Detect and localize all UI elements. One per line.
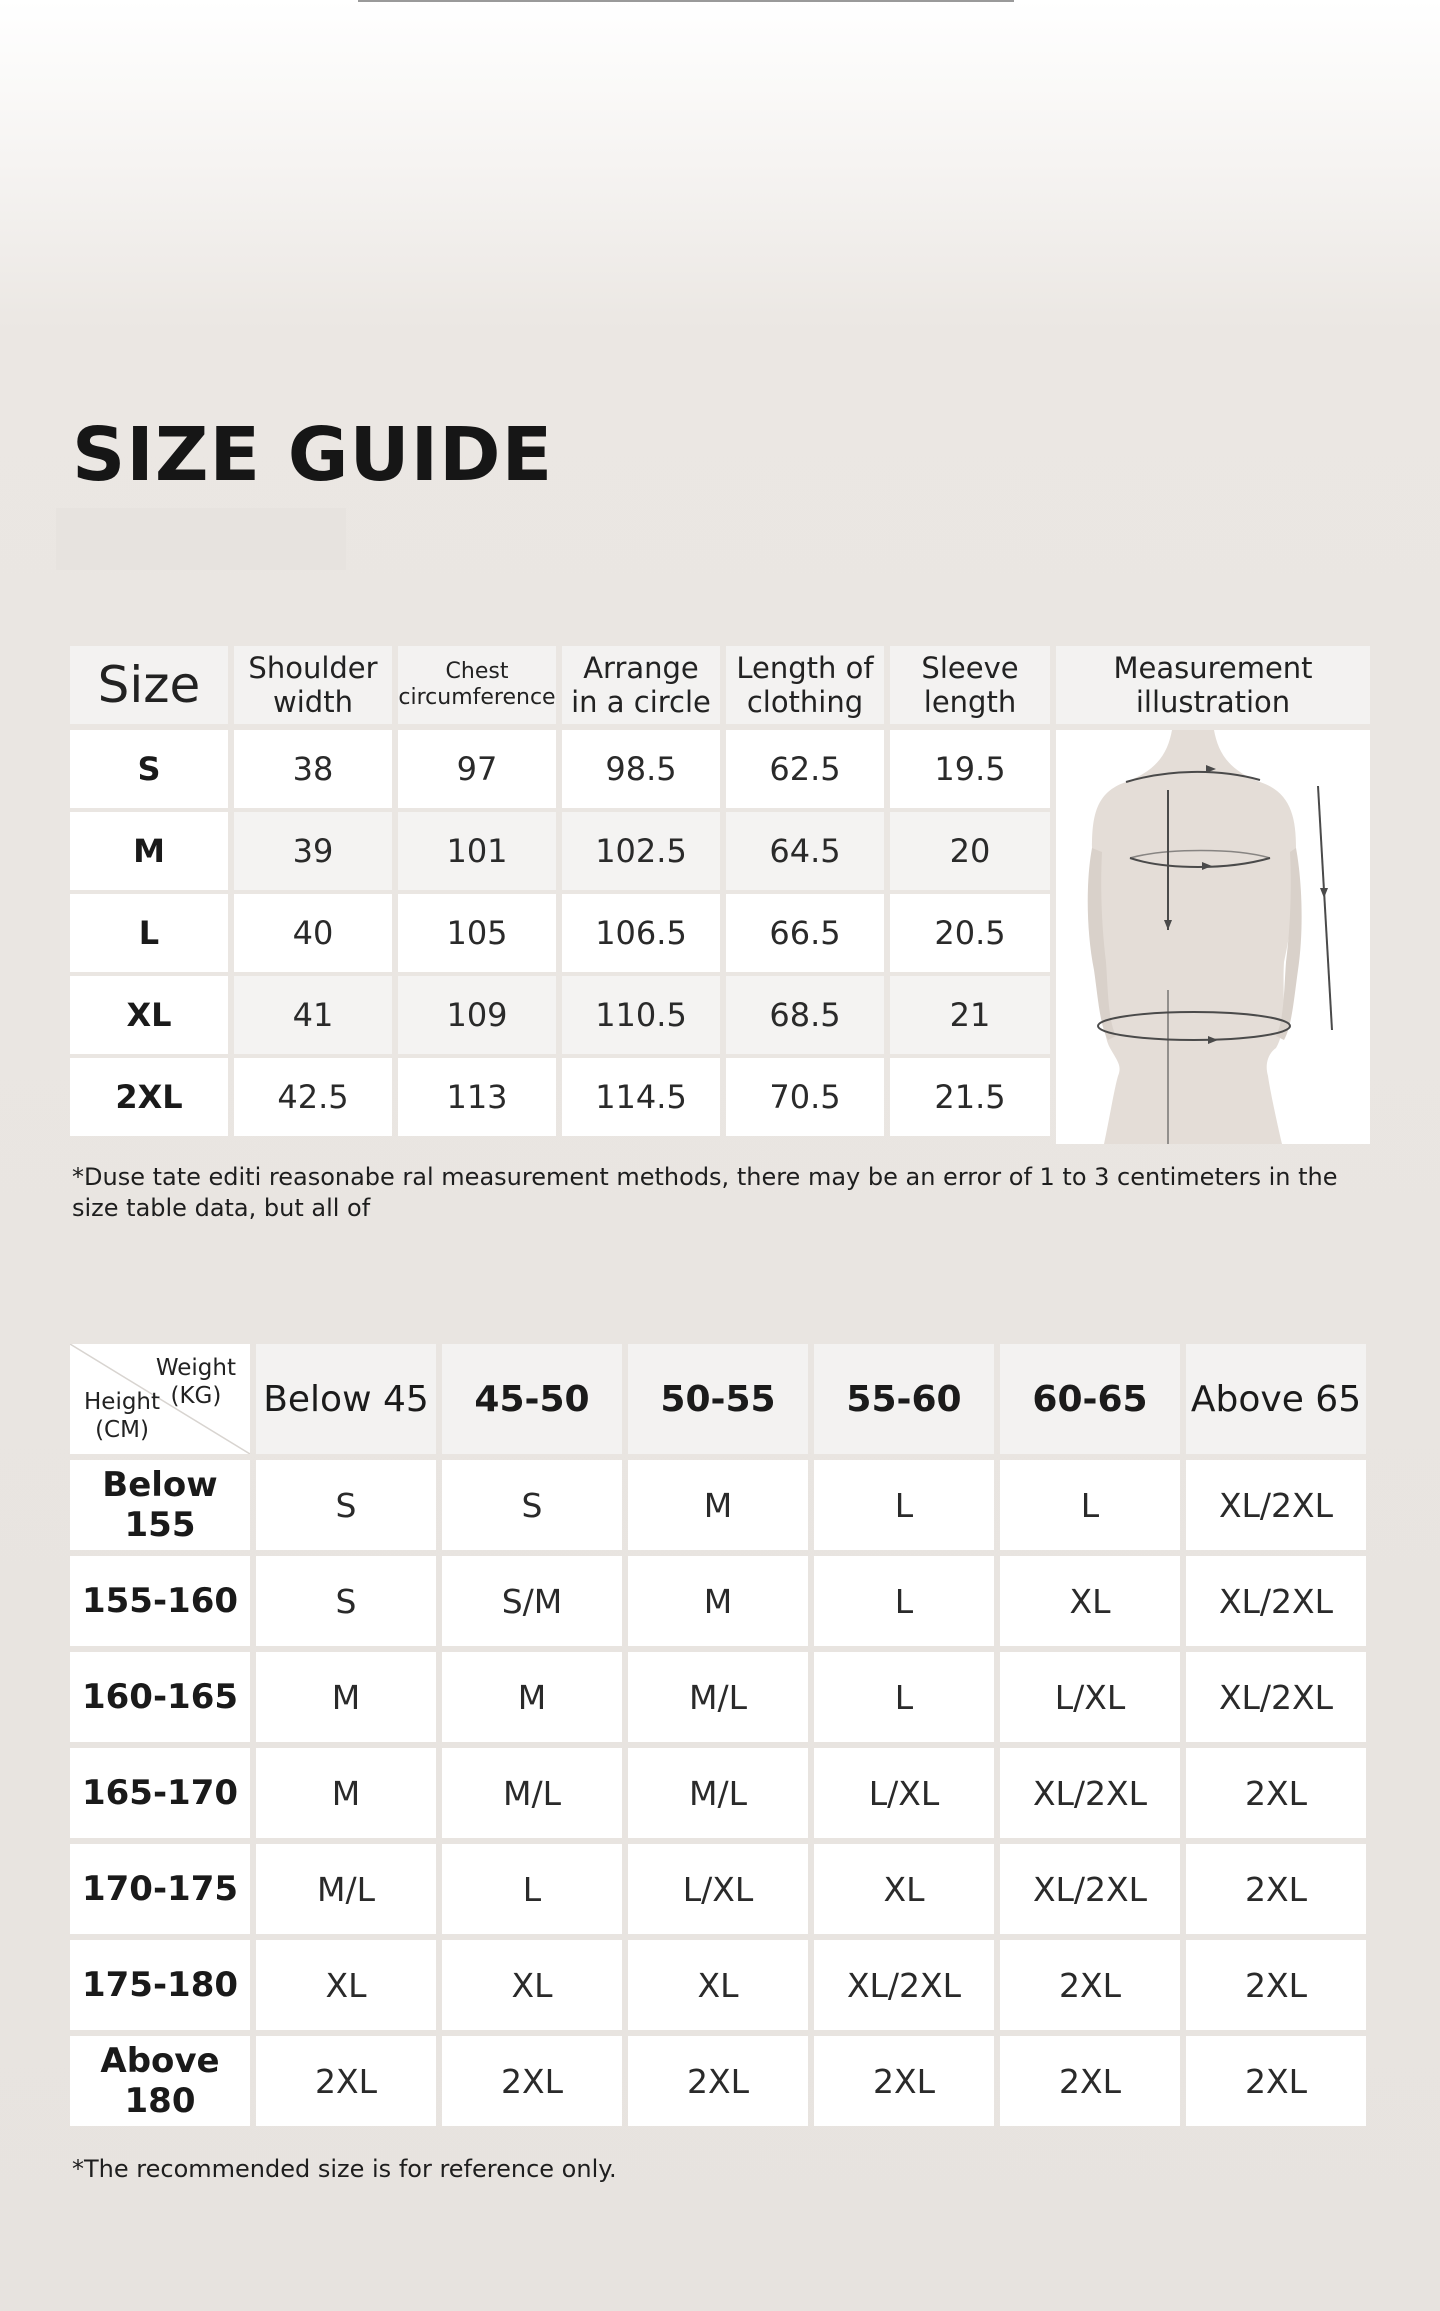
recommended-size-cell: XL bbox=[628, 1940, 808, 2030]
recommended-size-cell: 2XL bbox=[814, 2036, 994, 2126]
size-value-cell: 42.5 bbox=[234, 1058, 392, 1136]
size-chart-header-1: Shoulder width bbox=[234, 646, 392, 724]
height-label: Above 180 bbox=[70, 2036, 250, 2126]
size-chart-header-0: Size bbox=[70, 646, 228, 724]
recommended-size-cell: S bbox=[442, 1460, 622, 1550]
recommended-size-cell: 2XL bbox=[1000, 2036, 1180, 2126]
weight-axis-label: Weight (KG) bbox=[155, 1355, 236, 1409]
page-title: SIZE GUIDE bbox=[72, 412, 554, 498]
recommended-size-cell: L/XL bbox=[814, 1748, 994, 1838]
size-chart-table bbox=[70, 646, 1370, 1144]
recommended-size-cell: 2XL bbox=[1186, 1844, 1366, 1934]
size-value-cell: 64.5 bbox=[726, 812, 884, 890]
weight-header-2: 50-55 bbox=[628, 1344, 808, 1454]
size-value-cell: 21 bbox=[890, 976, 1050, 1054]
top-divider bbox=[358, 0, 1014, 2]
size-value-cell: 109 bbox=[398, 976, 556, 1054]
recommended-size-cell: S bbox=[256, 1556, 436, 1646]
size-value-cell: 113 bbox=[398, 1058, 556, 1136]
size-label-l: L bbox=[70, 894, 228, 972]
size-value-cell: 105 bbox=[398, 894, 556, 972]
size-value-cell: 62.5 bbox=[726, 730, 884, 808]
recommended-size-cell: M bbox=[628, 1460, 808, 1550]
height-label: 170-175 bbox=[70, 1844, 250, 1934]
recommended-size-cell: XL/2XL bbox=[1186, 1460, 1366, 1550]
size-value-cell: 106.5 bbox=[562, 894, 720, 972]
recommended-size-cell: 2XL bbox=[1186, 1748, 1366, 1838]
recommended-size-cell: XL bbox=[814, 1844, 994, 1934]
height-label: 155-160 bbox=[70, 1556, 250, 1646]
size-chart-header-5: Sleeve length bbox=[890, 646, 1050, 724]
weight-header-4: 60-65 bbox=[1000, 1344, 1180, 1454]
recommended-size-cell: XL/2XL bbox=[814, 1940, 994, 2030]
size-value-cell: 101 bbox=[398, 812, 556, 890]
body-measurement-illustration-icon bbox=[1056, 730, 1370, 1144]
height-label: 165-170 bbox=[70, 1748, 250, 1838]
recommended-size-cell: L bbox=[814, 1556, 994, 1646]
recommended-size-cell: 2XL bbox=[1186, 2036, 1366, 2126]
recommended-size-cell: L bbox=[814, 1652, 994, 1742]
size-label-s: S bbox=[70, 730, 228, 808]
size-value-cell: 114.5 bbox=[562, 1058, 720, 1136]
size-chart-header-2: Chest circumference bbox=[398, 646, 556, 724]
recommended-size-cell: M/L bbox=[256, 1844, 436, 1934]
size-value-cell: 38 bbox=[234, 730, 392, 808]
height-label: 160-165 bbox=[70, 1652, 250, 1742]
size-label-m: M bbox=[70, 812, 228, 890]
measurement-illustration bbox=[1056, 730, 1370, 1144]
recommended-size-cell: XL/2XL bbox=[1186, 1652, 1366, 1742]
size-value-cell: 70.5 bbox=[726, 1058, 884, 1136]
size-chart-header-6: Measurement illustration bbox=[1056, 646, 1370, 724]
recommended-size-cell: 2XL bbox=[442, 2036, 622, 2126]
recommended-size-cell: XL/2XL bbox=[1186, 1556, 1366, 1646]
size-value-cell: 97 bbox=[398, 730, 556, 808]
size-value-cell: 41 bbox=[234, 976, 392, 1054]
size-value-cell: 21.5 bbox=[890, 1058, 1050, 1136]
height-axis-label: Height (CM) bbox=[84, 1389, 161, 1443]
size-value-cell: 66.5 bbox=[726, 894, 884, 972]
recommended-size-cell: M bbox=[256, 1652, 436, 1742]
size-chart-note: *Duse tate editi reasonabe ral measurement methods, there may be an error of 1 to 3 centimeters in the size table data, but all of bbox=[72, 1163, 1338, 1222]
recommended-size-cell: 2XL bbox=[256, 2036, 436, 2126]
size-chart-header-4: Length of clothing bbox=[726, 646, 884, 724]
size-value-cell: 98.5 bbox=[562, 730, 720, 808]
recommended-size-cell: L bbox=[1000, 1460, 1180, 1550]
size-value-cell: 19.5 bbox=[890, 730, 1050, 808]
size-value-cell: 20.5 bbox=[890, 894, 1050, 972]
recommended-size-cell: L/XL bbox=[1000, 1652, 1180, 1742]
recommended-size-cell: S/M bbox=[442, 1556, 622, 1646]
recommended-size-cell: XL/2XL bbox=[1000, 1748, 1180, 1838]
recommended-size-cell: XL bbox=[442, 1940, 622, 2030]
size-label-2xl: 2XL bbox=[70, 1058, 228, 1136]
size-chart-header-3: Arrange in a circle bbox=[562, 646, 720, 724]
size-value-cell: 39 bbox=[234, 812, 392, 890]
recommended-size-cell: S bbox=[256, 1460, 436, 1550]
height-label: 175-180 bbox=[70, 1940, 250, 2030]
recommended-size-cell: L bbox=[442, 1844, 622, 1934]
recommended-size-cell: L/XL bbox=[628, 1844, 808, 1934]
recommended-size-cell: 2XL bbox=[1000, 1940, 1180, 2030]
size-label-xl: XL bbox=[70, 976, 228, 1054]
recommended-size-cell: XL bbox=[1000, 1556, 1180, 1646]
weight-header-0: Below 45 bbox=[256, 1344, 436, 1454]
weight-header-5: Above 65 bbox=[1186, 1344, 1366, 1454]
recommended-size-cell: L bbox=[814, 1460, 994, 1550]
recommended-size-cell: 2XL bbox=[1186, 1940, 1366, 2030]
weight-height-corner bbox=[70, 1344, 250, 1454]
title-underlay bbox=[56, 508, 346, 570]
recommended-size-cell: M/L bbox=[628, 1652, 808, 1742]
size-value-cell: 20 bbox=[890, 812, 1050, 890]
size-value-cell: 110.5 bbox=[562, 976, 720, 1054]
recommendation-note: *The recommended size is for reference only. bbox=[72, 2155, 617, 2183]
recommended-size-cell: M bbox=[628, 1556, 808, 1646]
recommended-size-cell: M bbox=[256, 1748, 436, 1838]
recommended-size-cell: M bbox=[442, 1652, 622, 1742]
height-label: Below 155 bbox=[70, 1460, 250, 1550]
size-recommendation-table bbox=[70, 1344, 1370, 2132]
recommended-size-cell: XL/2XL bbox=[1000, 1844, 1180, 1934]
recommended-size-cell: 2XL bbox=[628, 2036, 808, 2126]
size-value-cell: 102.5 bbox=[562, 812, 720, 890]
recommended-size-cell: XL bbox=[256, 1940, 436, 2030]
weight-header-1: 45-50 bbox=[442, 1344, 622, 1454]
weight-header-3: 55-60 bbox=[814, 1344, 994, 1454]
recommended-size-cell: M/L bbox=[442, 1748, 622, 1838]
recommended-size-cell: M/L bbox=[628, 1748, 808, 1838]
size-value-cell: 40 bbox=[234, 894, 392, 972]
size-value-cell: 68.5 bbox=[726, 976, 884, 1054]
